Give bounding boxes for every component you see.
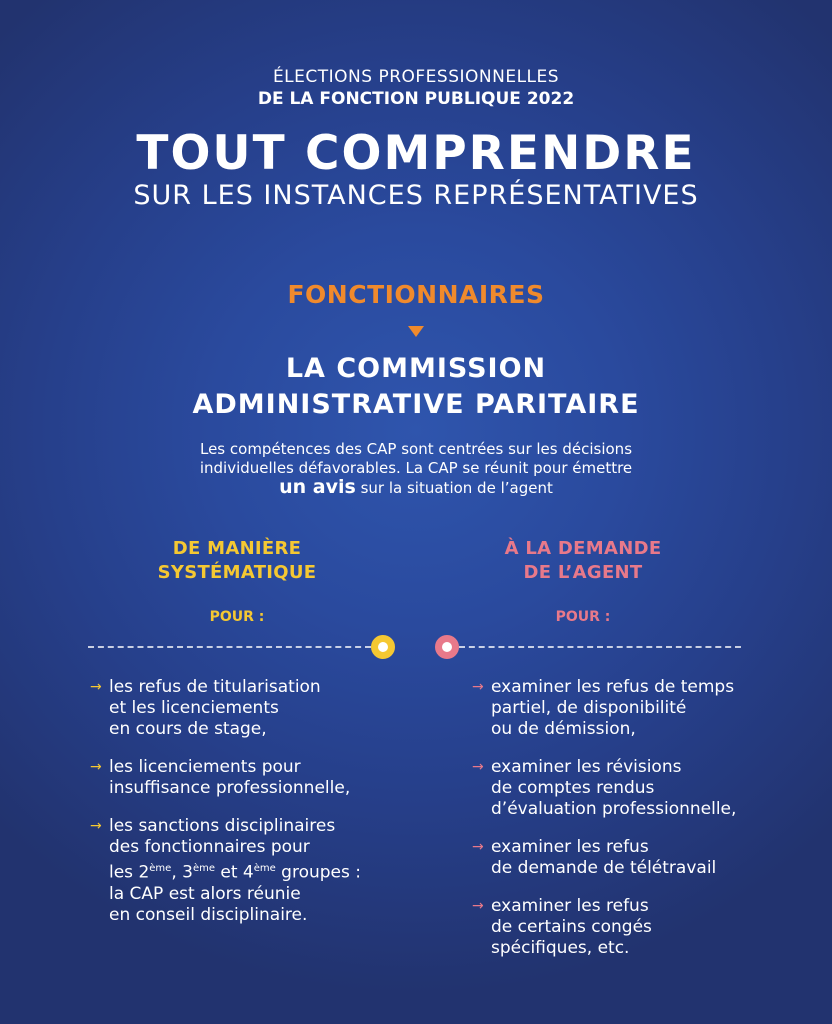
item-line: ou de démission, <box>491 719 636 739</box>
description-line3-rest: sur la situation de l’agent <box>355 479 553 497</box>
right-heading-line2: DE L’AGENT <box>523 562 643 583</box>
item-line: de demande de télétravail <box>491 858 717 878</box>
item-line: des fonctionnaires pour <box>109 837 310 857</box>
item-line: partiel, de disponibilité <box>491 698 687 718</box>
superscript: ème <box>253 863 276 874</box>
arrow-right-icon: → <box>472 839 484 855</box>
arrow-right-icon: → <box>472 759 484 775</box>
item-line: les sanctions disciplinaires <box>109 816 336 836</box>
left-heading-line2: SYSTÉMATIQUE <box>157 562 317 583</box>
item-line: et les licenciements <box>109 698 279 718</box>
left-column-heading <box>87 537 387 585</box>
item-line: de certains congés <box>491 917 652 937</box>
superscript: ème <box>192 863 215 874</box>
right-heading-line1: À LA DEMANDE <box>504 538 662 559</box>
item-line: de comptes rendus <box>491 778 655 798</box>
description-line3 <box>0 478 832 498</box>
item-line: examiner les refus <box>491 896 649 916</box>
groups-text: groupes : <box>275 862 362 883</box>
item-line: les refus de titularisation <box>109 677 321 697</box>
triangle-down-icon <box>408 326 424 337</box>
arrow-right-icon: → <box>472 898 484 914</box>
item-line: les licenciements pour <box>109 757 301 777</box>
left-heading-line1: DE MANIÈRE <box>172 538 302 559</box>
groups-text: et 4 <box>214 862 254 883</box>
right-item-list <box>472 677 802 976</box>
item-line: la CAP est alors réunie <box>109 883 301 904</box>
superscript: ème <box>149 863 172 874</box>
description-line2: individuelles défavorables. La CAP se réunit pour émettre <box>199 459 633 477</box>
list-item <box>90 816 410 926</box>
page-title: TOUT COMPRENDRE <box>136 126 696 181</box>
groups-text: , 3 <box>171 862 193 883</box>
kicker-line1: ÉLECTIONS PROFESSIONNELLES <box>272 67 560 87</box>
description-emphasis: un avis <box>279 476 356 498</box>
list-item <box>90 677 410 740</box>
item-line-groups <box>109 858 410 884</box>
kicker-line2: DE LA FONCTION PUBLIQUE 2022 <box>257 89 575 109</box>
right-column-heading <box>433 537 733 585</box>
section-heading-line2: ADMINISTRATIVE PARITAIRE <box>192 389 640 420</box>
arrow-right-icon: → <box>90 759 102 775</box>
item-line: examiner les révisions <box>491 757 682 777</box>
item-line: examiner les refus <box>491 837 649 857</box>
list-item <box>472 896 802 959</box>
left-dashed-divider <box>88 646 371 648</box>
yellow-dot-marker-icon <box>371 635 395 659</box>
section-description <box>0 440 832 498</box>
list-item <box>90 757 410 799</box>
left-pour-label: POUR : <box>209 609 265 625</box>
arrow-right-icon: → <box>90 818 102 834</box>
section-label: FONCTIONNAIRES <box>287 280 545 309</box>
right-dashed-divider <box>459 646 741 648</box>
item-line: en conseil disciplinaire. <box>109 904 308 925</box>
item-line: spécifiques, etc. <box>491 938 630 958</box>
right-pour-label: POUR : <box>555 609 611 625</box>
list-item <box>472 757 802 820</box>
item-line: en cours de stage, <box>109 719 267 739</box>
list-item <box>472 837 802 879</box>
description-line1: Les compétences des CAP sont centrées sur les décisions <box>199 440 633 458</box>
item-line: examiner les refus de temps <box>491 677 735 697</box>
section-heading-line1: LA COMMISSION <box>285 353 547 384</box>
arrow-right-icon: → <box>472 679 484 695</box>
item-line: d’évaluation professionnelle, <box>491 799 737 819</box>
list-item <box>472 677 802 740</box>
page-subtitle: SUR LES INSTANCES REPRÉSENTATIVES <box>133 180 699 211</box>
arrow-right-icon: → <box>90 679 102 695</box>
pink-dot-marker-icon <box>435 635 459 659</box>
item-line: insuffisance professionnelle, <box>109 778 351 798</box>
left-item-list <box>90 677 410 943</box>
groups-text: les 2 <box>109 862 150 883</box>
